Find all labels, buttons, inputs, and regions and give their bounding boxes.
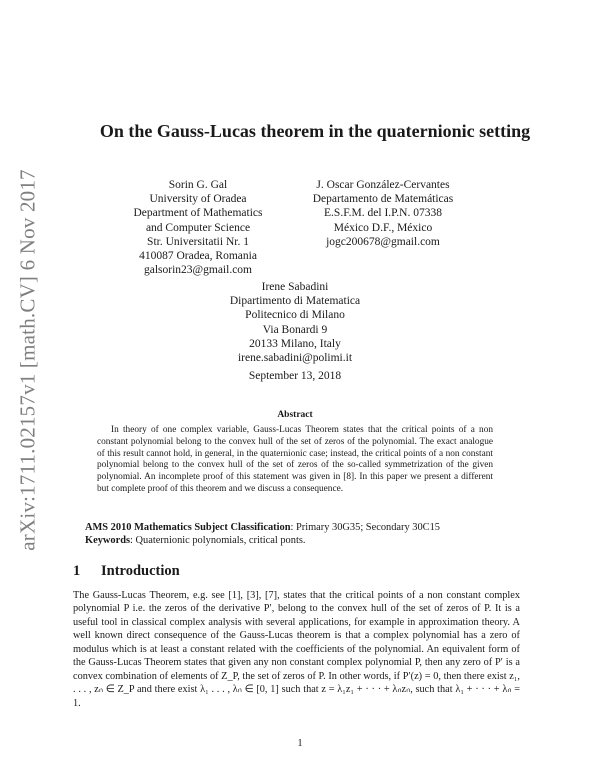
keywords-label: Keywords xyxy=(85,535,131,546)
msc-line xyxy=(85,521,525,534)
section-title: Introduction xyxy=(101,563,180,579)
author-block-gal xyxy=(118,178,278,277)
author-name: Sorin G. Gal xyxy=(168,179,228,191)
author-affiliation: E.S.F.M. del I.P.N. 07338 xyxy=(324,207,442,220)
author-block-sabadini xyxy=(210,280,380,365)
page-number: 1 xyxy=(297,738,303,749)
abstract-body: In theory of one complex variable, Gauss-Lucas Theorem states that the critical points of a non constant polynomial belong to the convex hull of the set of zeros of the polynomial. The exact analogue of this result cannot hold, in general, in the quaternionic case; instead, the critical points of a non constant polynomial belong to the convex hull of the set of zeros of the so-called symmetrization of the given polynomial. An incomplete proof of this statement was given in [8]. In this paper we present a different but complete proof of this theorem and we discuss a consequence. xyxy=(97,425,493,494)
author-email[interactable]: jogc200678@gmail.com xyxy=(326,235,440,248)
author-address: Via Bonardi 9 xyxy=(262,323,328,336)
author-email[interactable]: galsorin23@gmail.com xyxy=(143,264,252,277)
abstract-heading: Abstract xyxy=(277,410,313,420)
author-affiliation: Department of Mathematics xyxy=(133,207,263,220)
author-block-gonzalez xyxy=(286,178,480,249)
msc-value: : Primary 30G35; Secondary 30C15 xyxy=(290,522,440,533)
author-affiliation: University of Oradea xyxy=(149,193,247,206)
author-affiliation: Politecnico di Milano xyxy=(245,309,345,322)
arxiv-identifier-text: arXiv:1711.02157v1 [math.CV] 6 Nov 2017 xyxy=(15,169,40,551)
section-number: 1 xyxy=(73,563,81,579)
author-affiliation: Departamento de Matemáticas xyxy=(312,193,454,206)
author-address: 410087 Oradea, Romania xyxy=(139,250,257,263)
author-name: Irene Sabadini xyxy=(261,281,329,293)
author-email[interactable]: irene.sabadini@polimi.it xyxy=(237,352,353,365)
classification-block xyxy=(85,521,525,547)
author-address: Str. Universitatii Nr. 1 xyxy=(147,235,249,248)
author-affiliation: Dipartimento di Matematica xyxy=(229,295,361,308)
author-name: J. Oscar González-Cervantes xyxy=(316,179,450,191)
author-address: México D.F., México xyxy=(333,221,433,234)
arxiv-identifier xyxy=(8,150,48,570)
paper-title: On the Gauss-Lucas theorem in the quaternionic setting xyxy=(99,121,531,141)
keywords-value: : Quaternionic polynomials, critical ponts. xyxy=(130,535,306,546)
introduction-paragraph: The Gauss-Lucas Theorem, e.g. see [1], [3], [7], states that the critical points of a non constant complex polynomial P i.e. the zeros of the derivative P′, belong to the convex hull of the set of zeros of P. It is a useful tool in classical complex analysis with several applications, for example in approximation theory. A well known direct consequence of the Gauss-Lucas theorem is that a complex polynomial has a zero of modulus which is at least a constant related with the coefficients of the polynomial. An equivalent form of the Gauss-Lucas Theorem states that given any non constant complex polynomial P, then any zero of P′ is a convex combination of elements of Z_P, the set of zeros of P. In other words, if P′(z) = 0, then there exist z₁, . . . , zₙ ∈ Z_P and there exist λ₁ . . . , λₙ ∈ [0, 1] such that z = λ₁z₁ + · · · + λₙzₙ, such that λ₁ + · · · + λₙ = 1. xyxy=(73,590,520,709)
msc-label: AMS 2010 Mathematics Subject Classification xyxy=(85,522,291,533)
paper-date: September 13, 2018 xyxy=(248,370,342,382)
section-heading xyxy=(73,563,180,580)
author-affiliation: and Computer Science xyxy=(145,221,251,234)
keywords-line xyxy=(85,534,525,547)
author-address: 20133 Milano, Italy xyxy=(249,337,341,350)
